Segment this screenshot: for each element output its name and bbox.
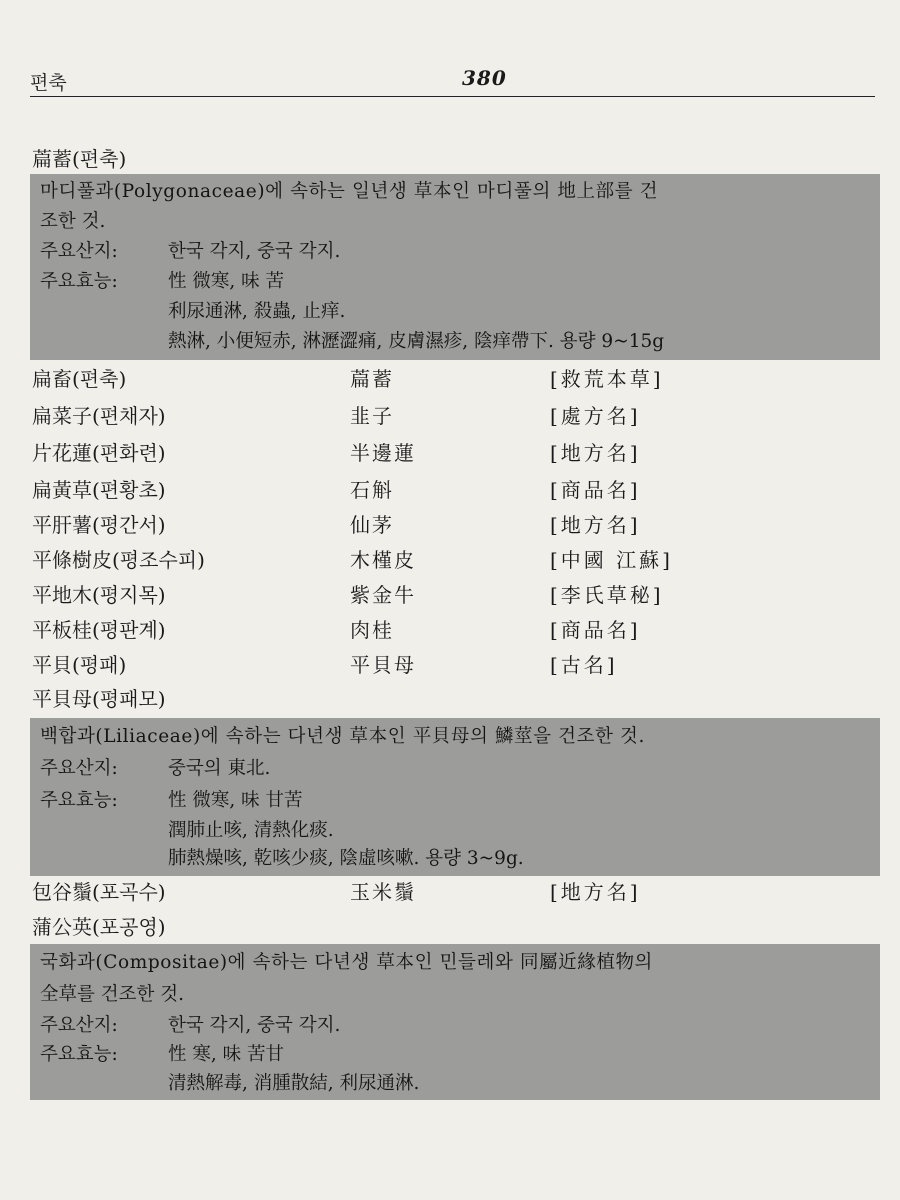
source-ref: [地方名] (550, 880, 641, 904)
source-ref: [地方名] (550, 513, 641, 537)
source-ref: [古名] (550, 653, 618, 677)
entry-description: 국화과(Compositae)에 속하는 다년생 草本인 민들레와 同屬近緣植物의 (40, 952, 654, 973)
page-header (30, 66, 875, 97)
section-title: 편축 (30, 72, 67, 94)
entry-title: 蒲公英(포공영) (32, 915, 166, 939)
main-entry: 石斛 (350, 478, 394, 502)
origin-label: 주요산지: (40, 758, 118, 779)
entry-name: 扁畜(편축) (32, 367, 127, 391)
entry-name: 平貝(평패) (32, 653, 127, 677)
entry-description: 全草를 건조한 것. (40, 984, 184, 1005)
origin-label: 주요산지: (40, 241, 118, 262)
list-item (32, 473, 872, 507)
effect-label: 주요효능: (40, 790, 118, 811)
origin-line (40, 754, 270, 784)
main-entry: 韭子 (350, 404, 394, 428)
main-entry: 萹蓄 (350, 367, 394, 391)
entry-description-box (30, 944, 880, 1100)
source-ref: [商品名] (550, 618, 641, 642)
entry-name: 片花蓮(편화련) (32, 441, 166, 465)
entry-description-box (30, 174, 880, 360)
entry-description-box (30, 718, 880, 876)
effect-value: 清熱解毒, 消腫散結, 利尿通淋. (168, 1073, 420, 1094)
list-item (32, 399, 872, 433)
entry-description: 백합과(Liliaceae)에 속하는 다년생 草本인 平貝母의 鱗莖을 건조한 것. (40, 726, 645, 747)
main-entry: 玉米鬚 (350, 880, 416, 904)
source-ref: [李氏草秘] (550, 583, 664, 607)
list-item (32, 436, 872, 470)
entry-name: 平肝薯(평간서) (32, 513, 166, 537)
entry-name: 平條樹皮(평조수피) (32, 548, 205, 572)
entry-description: 조한 것. (40, 211, 106, 232)
effect-value: 熱淋, 小便短赤, 淋瀝澀痛, 皮膚濕疹, 陰痒帶下. 용량 9~15g (168, 331, 665, 352)
effect-value: 性 微寒, 味 苦 (168, 271, 285, 292)
list-item (32, 362, 872, 396)
main-entry: 半邊蓮 (350, 441, 416, 465)
entry-name: 平地木(평지목) (32, 583, 166, 607)
main-entry: 平貝母 (350, 653, 416, 677)
effect-line (40, 1040, 284, 1070)
entry-title: 平貝母(평패모) (32, 687, 166, 711)
main-entry: 木槿皮 (350, 548, 416, 572)
effect-value: 利尿通淋, 殺蟲, 止痒. (168, 301, 346, 322)
main-entry: 仙茅 (350, 513, 394, 537)
main-entry: 紫金牛 (350, 583, 416, 607)
origin-label: 주요산지: (40, 1015, 118, 1036)
effect-value: 肺熱燥咳, 乾咳少痰, 陰虛咳嗽. 용량 3~9g. (168, 848, 524, 869)
effect-value: 性 微寒, 味 甘苦 (168, 790, 303, 811)
list-item (32, 613, 872, 647)
source-ref: [處方名] (550, 404, 641, 428)
entry-description: 마디풀과(Polygonaceae)에 속하는 일년생 草本인 마디풀의 地上部를 건 (40, 181, 659, 202)
source-ref: [商品名] (550, 478, 641, 502)
entry-name: 平板桂(평판계) (32, 618, 166, 642)
effect-label: 주요효능: (40, 1044, 118, 1065)
source-ref: [救荒本草] (550, 367, 664, 391)
list-item (32, 578, 872, 612)
origin-value: 중국의 東北. (168, 758, 271, 779)
list-item (32, 543, 872, 577)
page-number: 380 (462, 66, 507, 90)
origin-value: 한국 각지, 중국 각지. (168, 241, 341, 262)
entry-title: 萹蓄(편축) (32, 147, 127, 171)
entry-name: 包谷鬚(포곡수) (32, 880, 166, 904)
origin-line (40, 237, 340, 267)
main-entry: 肉桂 (350, 618, 394, 642)
source-ref: [地方名] (550, 441, 641, 465)
source-ref: [中國 江蘇] (550, 548, 673, 572)
effect-line (40, 267, 284, 297)
origin-line (40, 1011, 340, 1041)
list-item (32, 648, 872, 682)
list-item (32, 875, 872, 909)
effect-label: 주요효능: (40, 271, 118, 292)
entry-name: 扁菜子(편채자) (32, 404, 166, 428)
list-item (32, 508, 872, 542)
effect-value: 潤肺止咳, 清熱化痰. (168, 820, 334, 841)
effect-value: 性 寒, 味 苦甘 (168, 1044, 285, 1065)
entry-name: 扁黃草(편황초) (32, 478, 166, 502)
origin-value: 한국 각지, 중국 각지. (168, 1015, 341, 1036)
effect-line (40, 786, 303, 816)
